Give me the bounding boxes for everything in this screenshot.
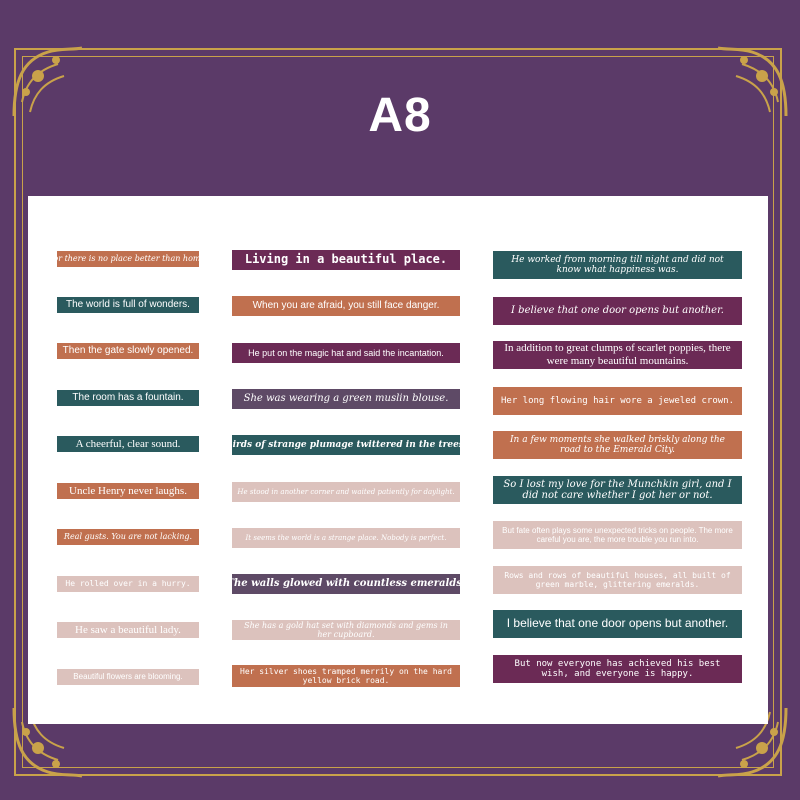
sticker-strip: It seems the world is a strange place. Nobody is perfect. (232, 528, 460, 548)
sticker-strip: But fate often plays some unexpected tricks on people. The more careful you are, the more trouble you run into. (493, 521, 742, 549)
sticker-strip: Her long flowing hair wore a jeweled crown. (493, 387, 742, 415)
sticker-strip: The walls glowed with countless emeralds. (232, 574, 460, 594)
sticker-strip: The room has a fountain. (57, 390, 199, 406)
sticker-strip: So I lost my love for the Munchkin girl, and I did not care whether I got her or not. (493, 476, 742, 504)
sticker-strip: Real gusts. You are not lacking. (57, 529, 199, 545)
sticker-strip: Her silver shoes tramped merrily on the hard yellow brick road. (232, 665, 460, 687)
sticker-strip: He put on the magic hat and said the incantation. (232, 343, 460, 363)
sticker-strip: He rolled over in a hurry. (57, 576, 199, 592)
sticker-strip: He worked from morning till night and did not know what happiness was. (493, 251, 742, 279)
sticker-strip: The world is full of wonders. (57, 297, 199, 313)
page-title: A8 (368, 89, 432, 142)
sticker-strip: She was wearing a green muslin blouse. (232, 389, 460, 409)
sticker-strip: For there is no place better than home. (57, 251, 199, 267)
sticker-strip: In a few moments she walked briskly along the road to the Emerald City. (493, 431, 742, 459)
sticker-strip: In addition to great clumps of scarlet poppies, there were many beautiful mountains. (493, 341, 742, 369)
sticker-strip: I believe that one door opens but another. (493, 297, 742, 325)
sticker-strip: She has a gold hat set with diamonds and gems in her cupboard. (232, 620, 460, 640)
sticker-strip: When you are afraid, you still face danger. (232, 296, 460, 316)
sticker-strip: A cheerful, clear sound. (57, 436, 199, 452)
sticker-strip: But now everyone has achieved his best wish, and everyone is happy. (493, 655, 742, 683)
sticker-strip: Living in a beautiful place. (232, 250, 460, 270)
sticker-strip: Rows and rows of beautiful houses, all built of green marble, glittering emeralds. (493, 566, 742, 594)
sticker-strip: I believe that one door opens but another. (493, 610, 742, 638)
sticker-strip: Then the gate slowly opened. (57, 343, 199, 359)
sticker-strip: Uncle Henry never laughs. (57, 483, 199, 499)
sticker-sheet (28, 196, 768, 724)
sticker-strip: He stood in another corner and waited patiently for daylight. (232, 482, 460, 502)
sticker-strip: Beautiful flowers are blooming. (57, 669, 199, 685)
sticker-strip: He saw a beautiful lady. (57, 622, 199, 638)
sticker-strip: Birds of strange plumage twittered in the trees. (232, 435, 460, 455)
